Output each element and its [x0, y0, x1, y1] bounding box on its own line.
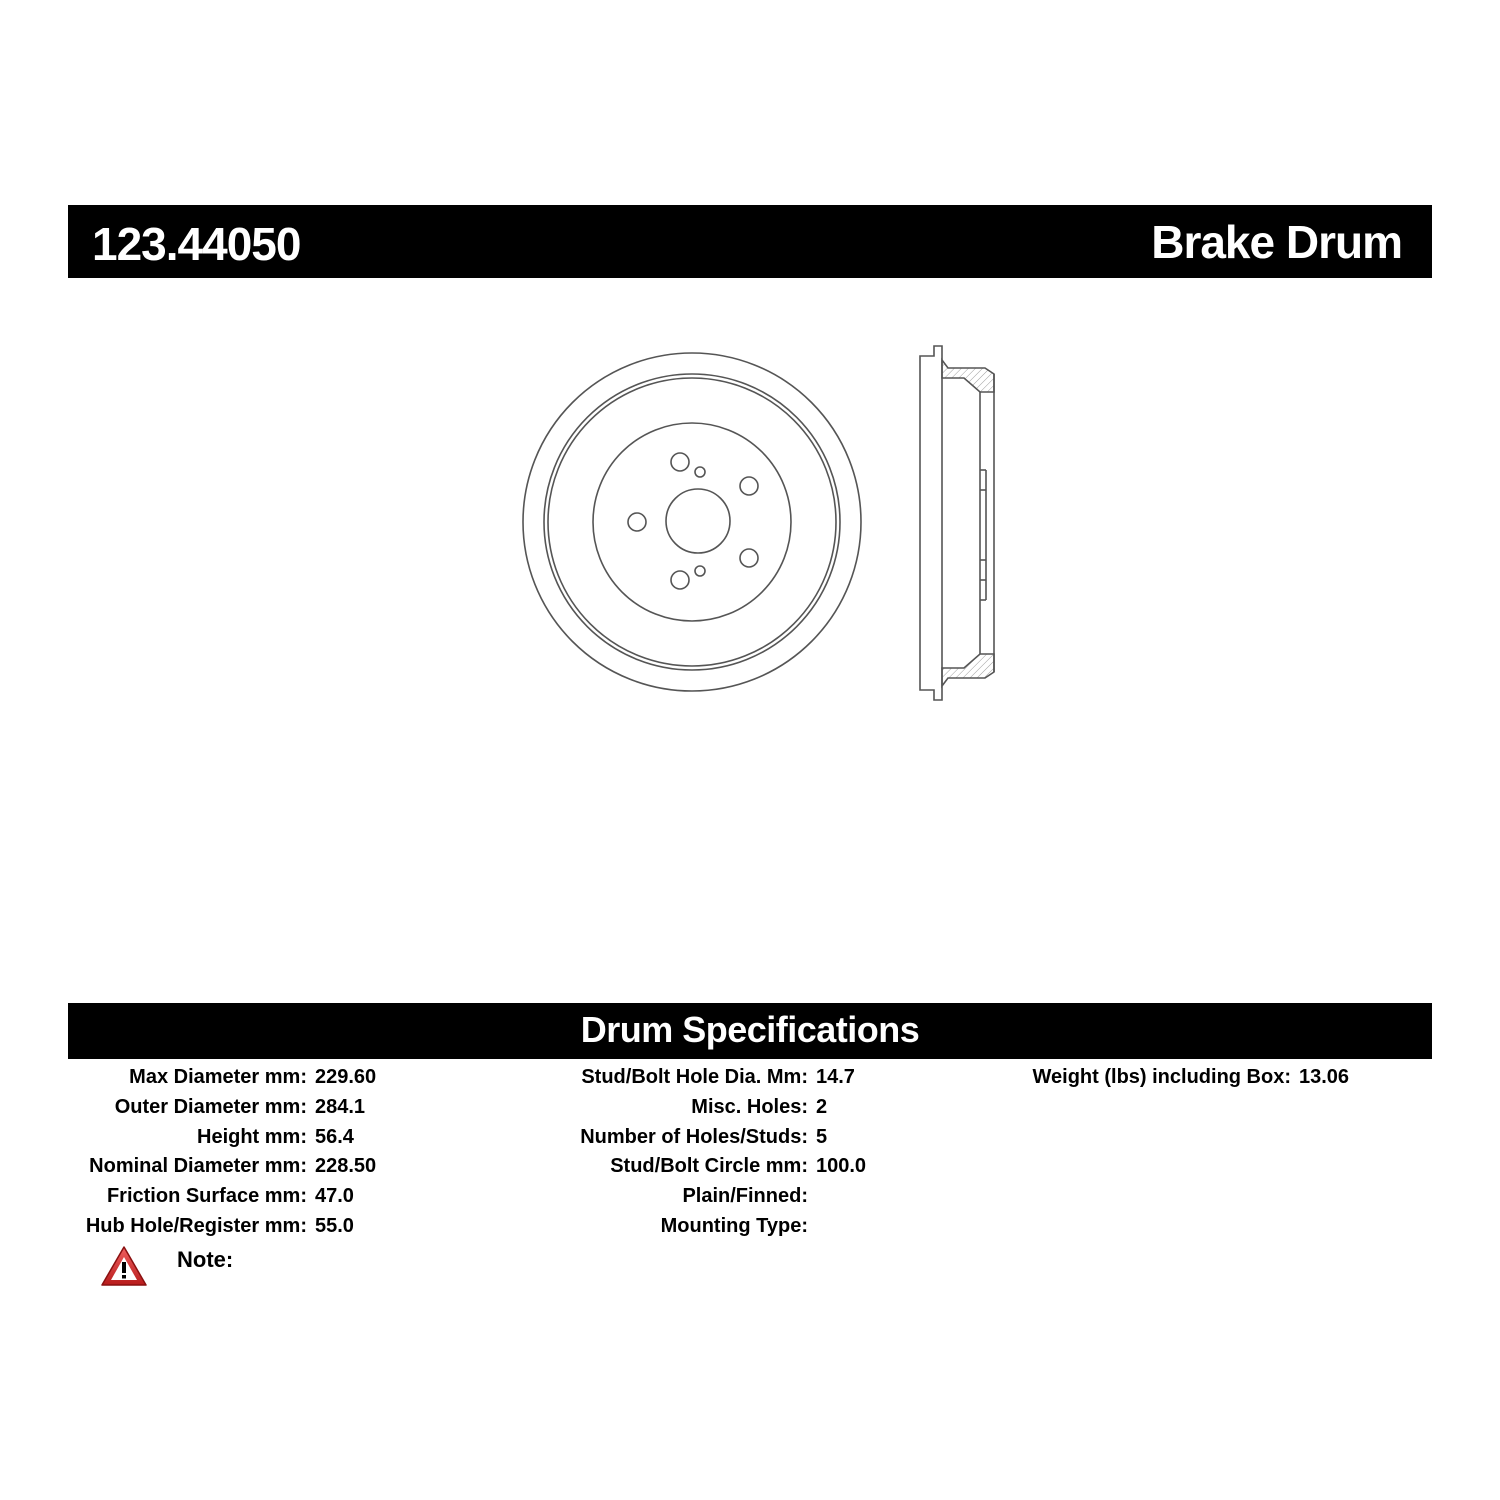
- spec-bar: [68, 1003, 1432, 1059]
- spec-value: 13.06: [1299, 1066, 1350, 1088]
- spec-value: 5: [816, 1125, 828, 1148]
- warning-icon: [100, 1245, 148, 1287]
- spec-value: 100.0: [816, 1155, 867, 1178]
- spec-value: 55.0: [315, 1214, 354, 1237]
- misc-hole: [695, 566, 705, 576]
- part-number: 123.44050: [92, 218, 301, 270]
- product-type: Brake Drum: [1151, 216, 1402, 268]
- spec-value: 284.1: [315, 1095, 366, 1118]
- spec-label: Number of Holes/Studs:: [580, 1125, 808, 1148]
- stud-hole: [671, 571, 689, 589]
- spec-label: Nominal Diameter mm:: [89, 1155, 307, 1178]
- spec-label: Friction Surface mm:: [106, 1185, 307, 1208]
- spec-label: Hub Hole/Register mm:: [85, 1214, 307, 1237]
- outer-rim-circle: [523, 353, 861, 691]
- spec-value: 228.50: [315, 1155, 377, 1178]
- drum-side-view: [920, 346, 994, 700]
- spec-title: Drum Specifications: [580, 1009, 920, 1050]
- hub-hole: [666, 489, 730, 553]
- spec-label: Height mm:: [197, 1125, 307, 1148]
- drum-front-view: [523, 353, 861, 691]
- friction-surface-inner-circle: [548, 378, 836, 666]
- friction-surface-outer-circle: [544, 374, 840, 670]
- spec-label: Stud/Bolt Hole Dia. Mm:: [581, 1066, 808, 1088]
- spec-label: Max Diameter mm:: [129, 1066, 307, 1088]
- stud-hole: [628, 513, 646, 531]
- spec-value: 229.60: [315, 1066, 377, 1088]
- stud-hole: [671, 453, 689, 471]
- spec-value: 47.0: [315, 1185, 354, 1208]
- spec-value: 2: [816, 1095, 828, 1118]
- spec-label: Stud/Bolt Circle mm:: [610, 1155, 808, 1178]
- spec-label: Mounting Type:: [660, 1214, 808, 1237]
- stud-hole: [740, 549, 758, 567]
- hub-face-circle: [593, 423, 791, 621]
- spec-label: Misc. Holes:: [691, 1095, 808, 1118]
- misc-hole: [695, 467, 705, 477]
- note-label: Note:: [177, 1247, 234, 1272]
- spec-value: 56.4: [315, 1125, 354, 1148]
- spec-value: 14.7: [816, 1066, 855, 1088]
- stud-hole: [740, 477, 758, 495]
- spec-label: Outer Diameter mm:: [114, 1095, 307, 1118]
- spec-label: Weight (lbs) including Box:: [1032, 1066, 1291, 1088]
- spec-label: Plain/Finned:: [682, 1185, 808, 1208]
